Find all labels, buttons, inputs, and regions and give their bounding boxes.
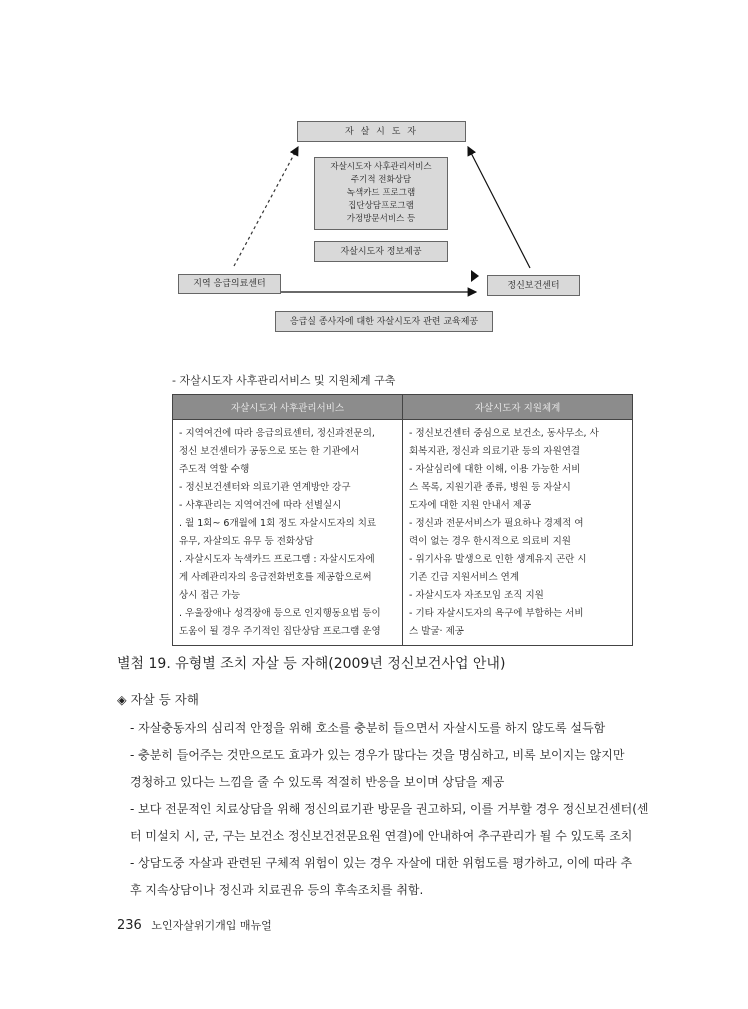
cell-line: 주도적 역할 수행 bbox=[179, 464, 250, 475]
page-footer bbox=[117, 917, 272, 933]
table-header-row bbox=[173, 395, 633, 420]
paragraph-line: 터 미설치 시, 군, 구는 보건소 정신보건전문요원 연결)에 안내하여 추구관리가 될 수 있도록 조치 bbox=[130, 829, 633, 843]
cell-line: . 월 1회~ 6개월에 1회 정도 자살시도자의 치료 bbox=[179, 518, 377, 529]
aftercare-cell bbox=[173, 420, 403, 646]
aftercare-services-box bbox=[314, 157, 448, 230]
service-line: 녹색카드 프로그램 bbox=[346, 188, 416, 198]
cell-line: 상시 접근 가능 bbox=[179, 590, 241, 601]
support-system-cell bbox=[403, 420, 633, 646]
paragraph-line: 경청하고 있다는 느낌을 줄 수 있도록 적절히 반응을 보이며 상담을 제공 bbox=[130, 775, 505, 789]
paragraph-line: - 충분히 들어주는 것만으로도 효과가 있는 경우가 많다는 것을 명심하고, 비록 보이지는 않지만 bbox=[130, 748, 625, 762]
cell-line: - 자살시도자 자조모임 조직 지원 bbox=[409, 590, 544, 601]
table-header: 자살시도자 사후관리서비스 bbox=[173, 395, 403, 420]
cell-line: 력이 없는 경우 한시적으로 의료비 지원 bbox=[409, 536, 571, 547]
system-caption: - 자살시도자 사후관리서비스 및 지원체계 구축 bbox=[172, 374, 396, 387]
cell-line: 정신 보건센터가 공동으로 또는 한 기관에서 bbox=[179, 446, 360, 457]
cell-line: 도움이 될 경우 주기적인 집단상담 프로그램 운영 bbox=[179, 626, 381, 637]
cell-line: - 정신과 전문서비스가 필요하나 경제적 여 bbox=[409, 518, 584, 529]
cell-line: - 정신보건센터와 의료기관 연계방안 강구 bbox=[179, 482, 351, 493]
table-row bbox=[173, 420, 633, 646]
info-flow-triangle bbox=[471, 270, 479, 282]
mental-health-center-box: 정신보건센터 bbox=[487, 275, 580, 296]
suicide-attempter-box: 자 살 시 도 자 bbox=[297, 121, 466, 142]
cell-line: 도자에 대한 지원 안내서 제공 bbox=[409, 500, 532, 511]
support-table bbox=[172, 394, 633, 646]
paragraph-line: - 보다 전문적인 치료상담을 위해 정신의료기관 방문을 권고하되, 이를 거부할 경우 정신보건센터(센 bbox=[130, 802, 649, 816]
cell-line: - 위기사유 발생으로 인한 생계유지 곤란 시 bbox=[409, 554, 587, 565]
cell-line: 유무, 자살의도 유무 등 전화상담 bbox=[179, 536, 314, 547]
service-line: 집단상담프로그램 bbox=[348, 201, 414, 211]
cell-line: 스 발굴· 제공 bbox=[409, 626, 464, 637]
paragraph-line: - 자살충동자의 심리적 안정을 위해 호소를 충분히 들으면서 자살시도를 하지 않도록 설득함 bbox=[130, 721, 606, 735]
education-box: 응급실 종사자에 대한 자살시도자 관련 교육제공 bbox=[275, 311, 493, 332]
cell-line: - 정신보건센터 중심으로 보건소, 동사무소, 사 bbox=[409, 428, 599, 439]
cell-line: - 기타 자살시도자의 욕구에 부합하는 서비 bbox=[409, 608, 584, 619]
table-header: 자살시도자 지원체계 bbox=[403, 395, 633, 420]
arrow-right-to-top bbox=[468, 147, 530, 268]
paragraph-line: - 상담도중 자살과 관련된 구체적 위험이 있는 경우 자살에 대한 위험도를 평가하고, 이에 따라 추 bbox=[130, 856, 633, 870]
cell-line: . 자살시도자 녹색카드 프로그램 : 자살시도자에 bbox=[179, 554, 375, 565]
arrow-left-to-top bbox=[234, 147, 298, 266]
cell-line: - 자살심리에 대한 이해, 이용 가능한 서비 bbox=[409, 464, 581, 475]
service-line: 가정방문서비스 등 bbox=[346, 214, 416, 224]
footer-title: 노인자살위기개입 매뉴얼 bbox=[151, 919, 272, 932]
info-provision-box: 자살시도자 정보제공 bbox=[314, 241, 448, 262]
cell-line: 스 목록, 지원기관 종류, 병원 등 자살시 bbox=[409, 482, 571, 493]
cell-line: 회복지관, 정신과 의료기관 등의 자원연결 bbox=[409, 446, 581, 457]
cell-line: 기존 긴급 지원서비스 연계 bbox=[409, 572, 520, 583]
cell-line: 게 사례관리자의 응급전화번호를 제공함으로써 bbox=[179, 572, 372, 583]
cell-line: - 지역여건에 따라 응급의료센터, 정신과전문의, bbox=[179, 428, 375, 439]
emergency-center-box: 지역 응급의료센터 bbox=[178, 274, 281, 294]
paragraph-line: 후 지속상담이나 정신과 치료권유 등의 후속조치를 취함. bbox=[130, 883, 424, 897]
cell-line: - 사후관리는 지역여건에 따라 선별실시 bbox=[179, 500, 342, 511]
service-line: 주기적 전화상담 bbox=[350, 175, 412, 185]
cell-line: . 우울장애나 성격장애 등으로 인지행동요법 등이 bbox=[179, 608, 381, 619]
service-line: 자살시도자 사후관리서비스 bbox=[330, 162, 432, 172]
sub-title: ◈ 자살 등 자해 bbox=[117, 692, 199, 707]
section-title: 별첨 19. 유형별 조치 자살 등 자해(2009년 정신보건사업 안내) bbox=[117, 656, 506, 672]
page-number: 236 bbox=[117, 918, 142, 933]
